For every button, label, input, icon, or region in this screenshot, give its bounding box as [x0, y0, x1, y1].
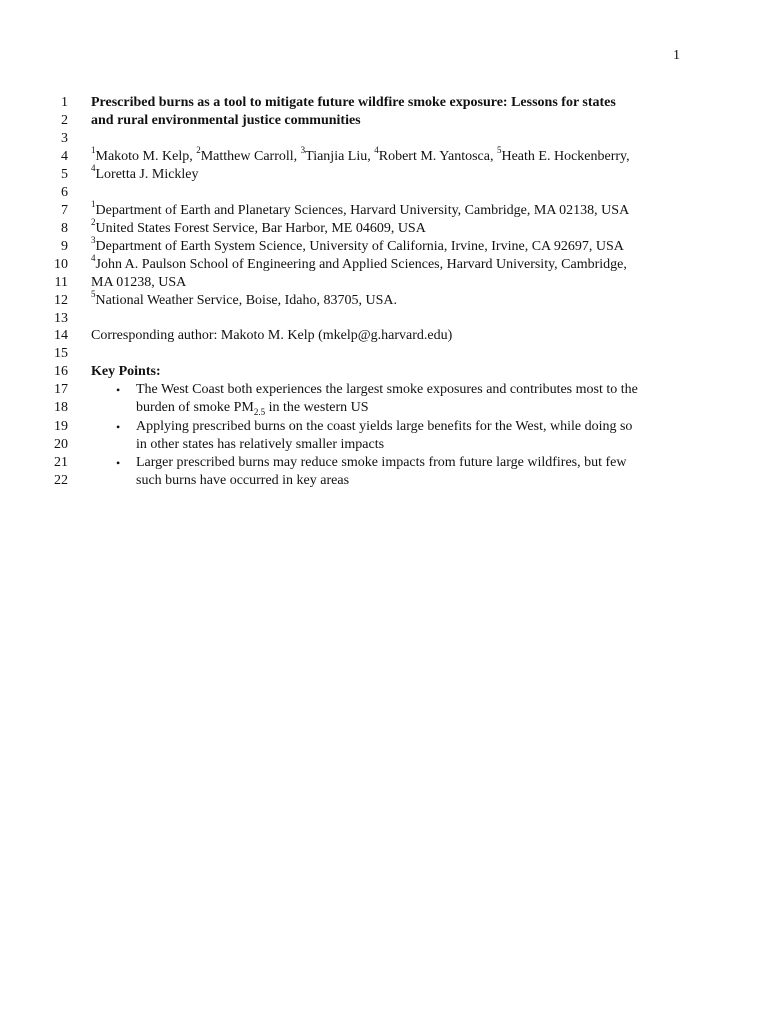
key-point-text: The West Coast both experiences the largest smoke exposures and contributes most to the: [136, 382, 638, 397]
manuscript-line: [0, 217, 770, 238]
manuscript-line: [0, 184, 770, 202]
manuscript-line: [0, 363, 770, 381]
manuscript-line: [0, 454, 770, 472]
title-line-2: and rural environmental justice communities: [91, 113, 361, 128]
manuscript-line: [0, 289, 770, 310]
line-number: 14: [54, 328, 68, 343]
title-line-1: Prescribed burns as a tool to mitigate future wildfire smoke exposure: Lessons for states: [91, 95, 616, 110]
line-number: 15: [54, 346, 68, 361]
line-number: 22: [54, 473, 68, 488]
affiliation-text: John A. Paulson School of Engineering and Applied Sciences, Harvard University, Cambridge,: [95, 257, 627, 272]
manuscript-line: [0, 253, 770, 274]
line-number: 19: [54, 419, 68, 434]
key-point-text: such burns have occurred in key areas: [136, 473, 350, 488]
key-points-heading: Key Points:: [91, 364, 161, 379]
key-point-text: Larger prescribed burns may reduce smoke impacts from future large wildfires, but few: [136, 455, 627, 470]
manuscript-line: [0, 310, 770, 328]
line-number: 5: [61, 167, 68, 182]
affiliation: [91, 253, 627, 274]
author-superscript: 2: [196, 145, 201, 156]
key-point-text: Applying prescribed burns on the coast yields large benefits for the West, while doing so: [136, 419, 633, 434]
affiliation-superscript: 4: [91, 253, 96, 264]
author-name: Makoto M. Kelp,: [95, 149, 197, 164]
page-number: 1: [673, 48, 680, 63]
affiliation: MA 01238, USA: [91, 275, 187, 290]
author-name: Heath E. Hockenberry,: [501, 149, 630, 164]
manuscript-line: [0, 163, 770, 184]
author-name: Tianjia Liu,: [305, 149, 375, 164]
manuscript-line: [0, 94, 770, 112]
line-number: 6: [61, 185, 68, 200]
affiliation: [91, 217, 426, 238]
manuscript-line: [0, 472, 770, 490]
line-number: 3: [61, 131, 68, 146]
author-name: Robert M. Yantosca,: [378, 149, 497, 164]
manuscript-line: [0, 327, 770, 345]
affiliation: [91, 289, 397, 310]
manuscript-line: [0, 345, 770, 363]
line-number: 11: [54, 275, 68, 290]
key-point-text: [136, 399, 369, 417]
key-point-fragment: in the western US: [265, 400, 369, 415]
line-number: 4: [61, 149, 68, 164]
manuscript-line: [0, 418, 770, 436]
line-number: 20: [54, 437, 68, 452]
subscript: 2.5: [253, 406, 266, 417]
manuscript-line: [0, 235, 770, 256]
manuscript-line: [0, 274, 770, 292]
line-number: 2: [61, 113, 68, 128]
line-number: 1: [61, 95, 68, 110]
key-point-fragment: burden of smoke PM: [136, 400, 254, 415]
affiliation-superscript: 2: [91, 217, 96, 228]
affiliation: [91, 199, 630, 220]
affiliation-superscript: 1: [91, 199, 96, 210]
author-name: Matthew Carroll,: [200, 149, 301, 164]
affiliation: [91, 235, 624, 256]
affiliation-superscript: 5: [91, 289, 96, 300]
bullet-icon: •: [116, 456, 121, 470]
affiliation-text: Department of Earth and Planetary Sciences, Harvard University, Cambridge, MA 02138, USA: [95, 203, 630, 218]
line-number: 8: [61, 221, 68, 236]
line-number: 7: [61, 203, 68, 218]
bullet-icon: •: [116, 383, 121, 397]
affiliation-text: Department of Earth System Science, University of California, Irvine, Irvine, CA 92697, USA: [95, 239, 624, 254]
affiliation-text: National Weather Service, Boise, Idaho, 83705, USA.: [95, 293, 397, 308]
line-number: 9: [61, 239, 68, 254]
manuscript-line: [0, 145, 770, 166]
authors-line-1: [91, 145, 630, 166]
affiliation-text: United States Forest Service, Bar Harbor, ME 04609, USA: [95, 221, 426, 236]
author-superscript: 5: [496, 145, 502, 156]
author-superscript: 4: [91, 163, 96, 174]
corresponding-author: Corresponding author: Makoto M. Kelp (mkelp@g.harvard.edu): [91, 328, 453, 343]
manuscript-line: [0, 199, 770, 220]
line-number: 12: [54, 293, 68, 308]
author-superscript: 4: [374, 145, 379, 156]
key-point-text: in other states has relatively smaller impacts: [136, 437, 385, 452]
manuscript-line: [0, 381, 770, 399]
line-number: 10: [54, 257, 68, 272]
line-number: 13: [54, 311, 68, 326]
authors-line-2: [91, 163, 199, 184]
author-superscript: 3: [300, 145, 306, 156]
manuscript-line: [0, 112, 770, 130]
manuscript-line: [0, 399, 770, 417]
line-number: 17: [54, 382, 68, 397]
author-superscript: 1: [91, 145, 96, 156]
manuscript-line: [0, 130, 770, 148]
line-number: 16: [54, 364, 68, 379]
line-number: 18: [54, 400, 68, 415]
affiliation-superscript: 3: [91, 235, 96, 246]
bullet-icon: •: [116, 420, 121, 434]
author-name: Loretta J. Mickley: [95, 167, 199, 182]
manuscript-line: [0, 436, 770, 454]
line-number: 21: [54, 455, 68, 470]
